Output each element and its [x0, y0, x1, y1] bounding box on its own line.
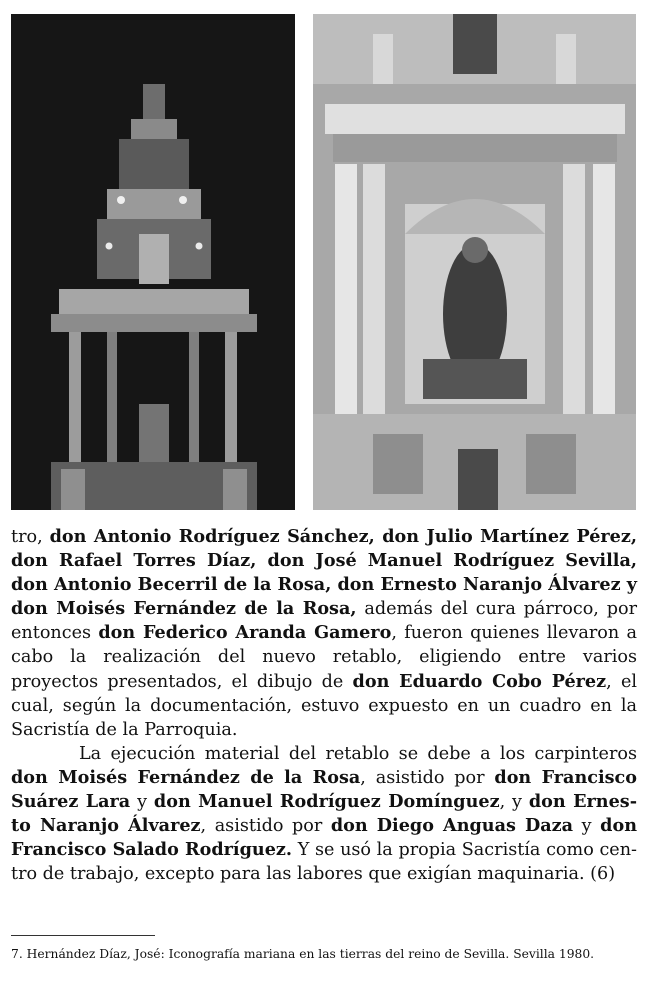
altarpiece-virgin-photo [313, 14, 636, 510]
paragraph-2 [11, 742, 637, 887]
p2-text-7: Y se usó la propia Sacristía como centro de trabajo, excepto para las labores que exigían maquinaria. (6) [11, 840, 637, 885]
p1-text-2: además del cura párroco, por entonces [11, 599, 637, 644]
processional-float-photo [11, 14, 295, 510]
p2-names-6: don Francisco Salado Rodríguez. [11, 815, 637, 861]
footnote-divider [11, 935, 155, 936]
altarpiece-image [313, 14, 636, 510]
p1-text-4: , el cual, según la documentación, estuvo expuesto en un cuadro en la Sacristía de la Parroquia. [11, 671, 637, 740]
p2-names-3: don Manuel Rodríguez Domínguez [153, 791, 500, 813]
p2-text-2: , asistido por [360, 767, 495, 788]
p2-text-6: y [573, 816, 601, 837]
p2-text-5: , asistido por [200, 816, 331, 837]
p2-text-3: y [130, 792, 154, 813]
paragraph-1 [11, 525, 637, 742]
p1-names-3: don Eduardo Cobo Pérez [352, 670, 607, 692]
p2-names-1: don Moisés Fernández de la Rosa [11, 766, 361, 788]
p1-names-1: don Antonio Rodríguez Sánchez, don Julio Martínez Pérez, don Rafael Torres Díaz, don José Manuel Rodríguez Sevilla, don Antonio Becerril de la Rosa, don Ernesto Naranjo Álvarez y don Moisés Fernández de la Rosa, [11, 526, 637, 620]
p2-text-4: , y [499, 792, 529, 813]
p1-text-3: , fueron quienes llevaron a cabo la realización del nuevo retablo, eligiendo entre varios proyectos presentados, el dibujo de [11, 623, 637, 692]
p2-text-1: La ejecución material del retablo se debe a los carpinteros [79, 743, 637, 764]
body-text [11, 525, 637, 886]
p1-names-2: don Federico Aranda Gamero [98, 622, 392, 644]
p2-names-4: don Ernesto Naranjo Álvarez [11, 791, 637, 837]
p2-names-2: don Francisco Suárez Lara [11, 766, 637, 813]
p1-text-1: tro, [11, 527, 50, 547]
footnote: 7. Hernández Díaz, José: Iconografía mariana en las tierras del reino de Sevilla. Sevilla 1980. [11, 947, 595, 961]
processional-float-image [11, 14, 295, 510]
p2-names-5: don Diego Anguas Daza [330, 815, 574, 837]
